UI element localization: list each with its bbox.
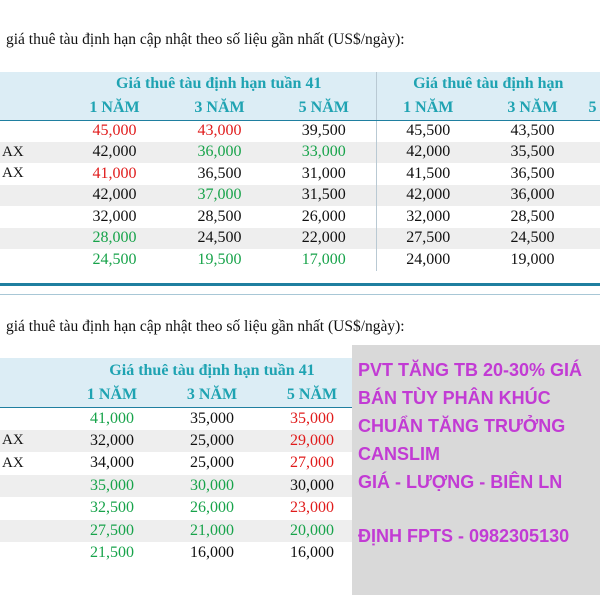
rate-cell: 16,000	[190, 544, 234, 562]
rate-cell: 30,000	[262, 475, 362, 498]
rate-cell: 41,000	[92, 164, 137, 182]
overlay-line: CHUẨN TĂNG TRƯỞNG	[358, 416, 566, 436]
rate-cell: 25,000	[190, 454, 234, 472]
column-header: 3 NĂM	[480, 96, 585, 120]
rate-cell	[585, 142, 600, 164]
rate-cell: 35,500	[480, 142, 585, 164]
column-header: 3 NĂM	[162, 383, 262, 407]
rate-cell: 28,500	[510, 207, 555, 225]
rate-cell: 43,500	[510, 122, 555, 139]
rate-cell: 28,000	[62, 228, 167, 250]
rate-cell: 36,500	[510, 164, 555, 182]
row-label	[0, 206, 62, 228]
column-header: 5 NĂM	[272, 96, 376, 120]
rate-cell: 42,000	[376, 142, 480, 164]
rate-cell: 34,000	[90, 454, 134, 472]
rate-cell	[585, 249, 600, 271]
column-header: 3 NĂM	[167, 96, 272, 120]
column-header: 1 NĂM	[376, 96, 480, 120]
rate-cell: 16,000	[290, 544, 334, 562]
rate-cell	[585, 120, 600, 142]
rate-cell: 36,000	[167, 142, 272, 164]
rate-cell: 45,500	[376, 120, 480, 142]
rate-cell: 32,000	[376, 206, 480, 228]
rate-cell: 35,000	[290, 409, 334, 427]
rate-cell: 31,000	[301, 164, 346, 182]
rate-cell: 42,000	[62, 142, 167, 164]
rate-cell: 24,500	[92, 250, 137, 268]
section1-heading: giá thuê tàu định hạn cập nhật theo số liệu gần nhất (US$/ngày):	[6, 31, 405, 48]
table-row	[0, 142, 600, 164]
rate-cell: 27,000	[290, 454, 334, 472]
table-row	[0, 542, 362, 565]
table-row	[0, 475, 362, 498]
rate-cell: 27,500	[376, 228, 480, 250]
rate-cell: 26,000	[190, 499, 234, 517]
row-label	[0, 249, 62, 271]
table-row	[0, 206, 600, 228]
row-label	[0, 542, 62, 565]
row-label	[0, 185, 62, 207]
rate-cell: 24,500	[480, 228, 585, 250]
table-row	[0, 407, 362, 430]
rate-cell: 26,000	[301, 207, 346, 225]
rate-cell: 21,000	[162, 520, 262, 543]
group-header-compare: Giá thuê tàu định hạn	[376, 72, 600, 96]
table-row	[0, 120, 600, 142]
rate-cell: 19,500	[197, 250, 242, 268]
overlay-line: GIÁ - LƯỢNG - BIÊN LN	[358, 472, 563, 492]
header-blank	[0, 358, 62, 383]
overlay-line: ĐỊNH FPTS - 0982305130	[358, 526, 570, 546]
rate-cell: 43,000	[197, 122, 242, 139]
group-header-week41: Giá thuê tàu định hạn tuần 41	[62, 358, 362, 383]
rate-cell: 29,000	[262, 430, 362, 453]
table-row	[0, 452, 362, 475]
row-label: AX	[0, 142, 62, 164]
row-label	[0, 497, 62, 520]
rate-cell: 37,000	[167, 185, 272, 207]
section2-heading: giá thuê tàu định hạn cập nhật theo số liệu gần nhất (US$/ngày):	[6, 318, 405, 335]
column-header: 1 NĂM	[62, 383, 162, 407]
table-row	[0, 228, 600, 250]
section-divider	[0, 283, 600, 286]
rate-cell: 32,500	[90, 499, 134, 517]
rate-cell: 17,000	[301, 250, 346, 268]
overlay-line: PVT TĂNG TB 20-30% GIÁ	[358, 360, 583, 380]
row-label	[0, 120, 62, 142]
row-label: AX	[0, 430, 62, 453]
table-row	[0, 185, 600, 207]
rate-cell: 33,000	[272, 142, 376, 164]
rate-cell: 41,000	[90, 409, 134, 427]
rate-cell: 23,000	[290, 499, 334, 517]
table-row	[0, 497, 362, 520]
rate-cell: 45,000	[92, 122, 137, 139]
rate-cell: 25,000	[162, 430, 262, 453]
row-label: AX	[2, 165, 24, 182]
rate-cell: 22,000	[272, 228, 376, 250]
overlay-line: CANSLIM	[358, 444, 440, 464]
stock-promo-overlay	[352, 345, 600, 595]
rate-cell	[585, 185, 600, 207]
rate-cell: 30,000	[162, 475, 262, 498]
column-header: 1 NĂM	[62, 96, 167, 120]
rate-cell: 32,000	[92, 207, 137, 225]
rate-cell: 31,500	[272, 185, 376, 207]
rate-cell: 42,000	[62, 185, 167, 207]
rate-cell	[585, 163, 600, 185]
charter-rate-table-1	[0, 72, 600, 271]
rate-cell: 28,500	[197, 207, 242, 225]
rate-cell	[585, 206, 600, 228]
rate-cell: 19,000	[510, 250, 555, 268]
column-header: 5	[585, 96, 600, 120]
group-header-week41: Giá thuê tàu định hạn tuần 41	[62, 72, 376, 96]
row-label	[0, 407, 62, 430]
table-row	[0, 430, 362, 453]
header-blank	[0, 96, 62, 120]
row-label	[0, 228, 62, 250]
row-label: AX	[2, 454, 24, 471]
rate-cell: 32,000	[62, 430, 162, 453]
table-row	[0, 249, 600, 271]
rate-cell: 36,000	[480, 185, 585, 207]
rate-cell: 39,500	[301, 122, 346, 139]
column-header: 5 NĂM	[262, 383, 362, 407]
overlay-line: BÁN TÙY PHÂN KHÚC	[358, 388, 551, 408]
rate-cell: 27,500	[62, 520, 162, 543]
table-row	[0, 520, 362, 543]
rate-cell: 21,500	[90, 544, 134, 562]
section-divider-thin	[0, 294, 600, 295]
table-row	[0, 163, 600, 185]
rate-cell: 24,500	[167, 228, 272, 250]
rate-cell: 20,000	[262, 520, 362, 543]
charter-rate-table-2	[0, 358, 362, 565]
rate-cell: 36,500	[197, 164, 242, 182]
rate-cell: 42,000	[376, 185, 480, 207]
row-label	[0, 475, 62, 498]
rate-cell: 35,000	[62, 475, 162, 498]
header-blank	[0, 72, 62, 96]
rate-cell: 35,000	[190, 409, 234, 427]
row-label	[0, 520, 62, 543]
rate-cell	[585, 228, 600, 250]
rate-cell: 24,000	[376, 249, 480, 271]
rate-cell: 41,500	[376, 163, 480, 185]
header-blank	[0, 383, 62, 407]
